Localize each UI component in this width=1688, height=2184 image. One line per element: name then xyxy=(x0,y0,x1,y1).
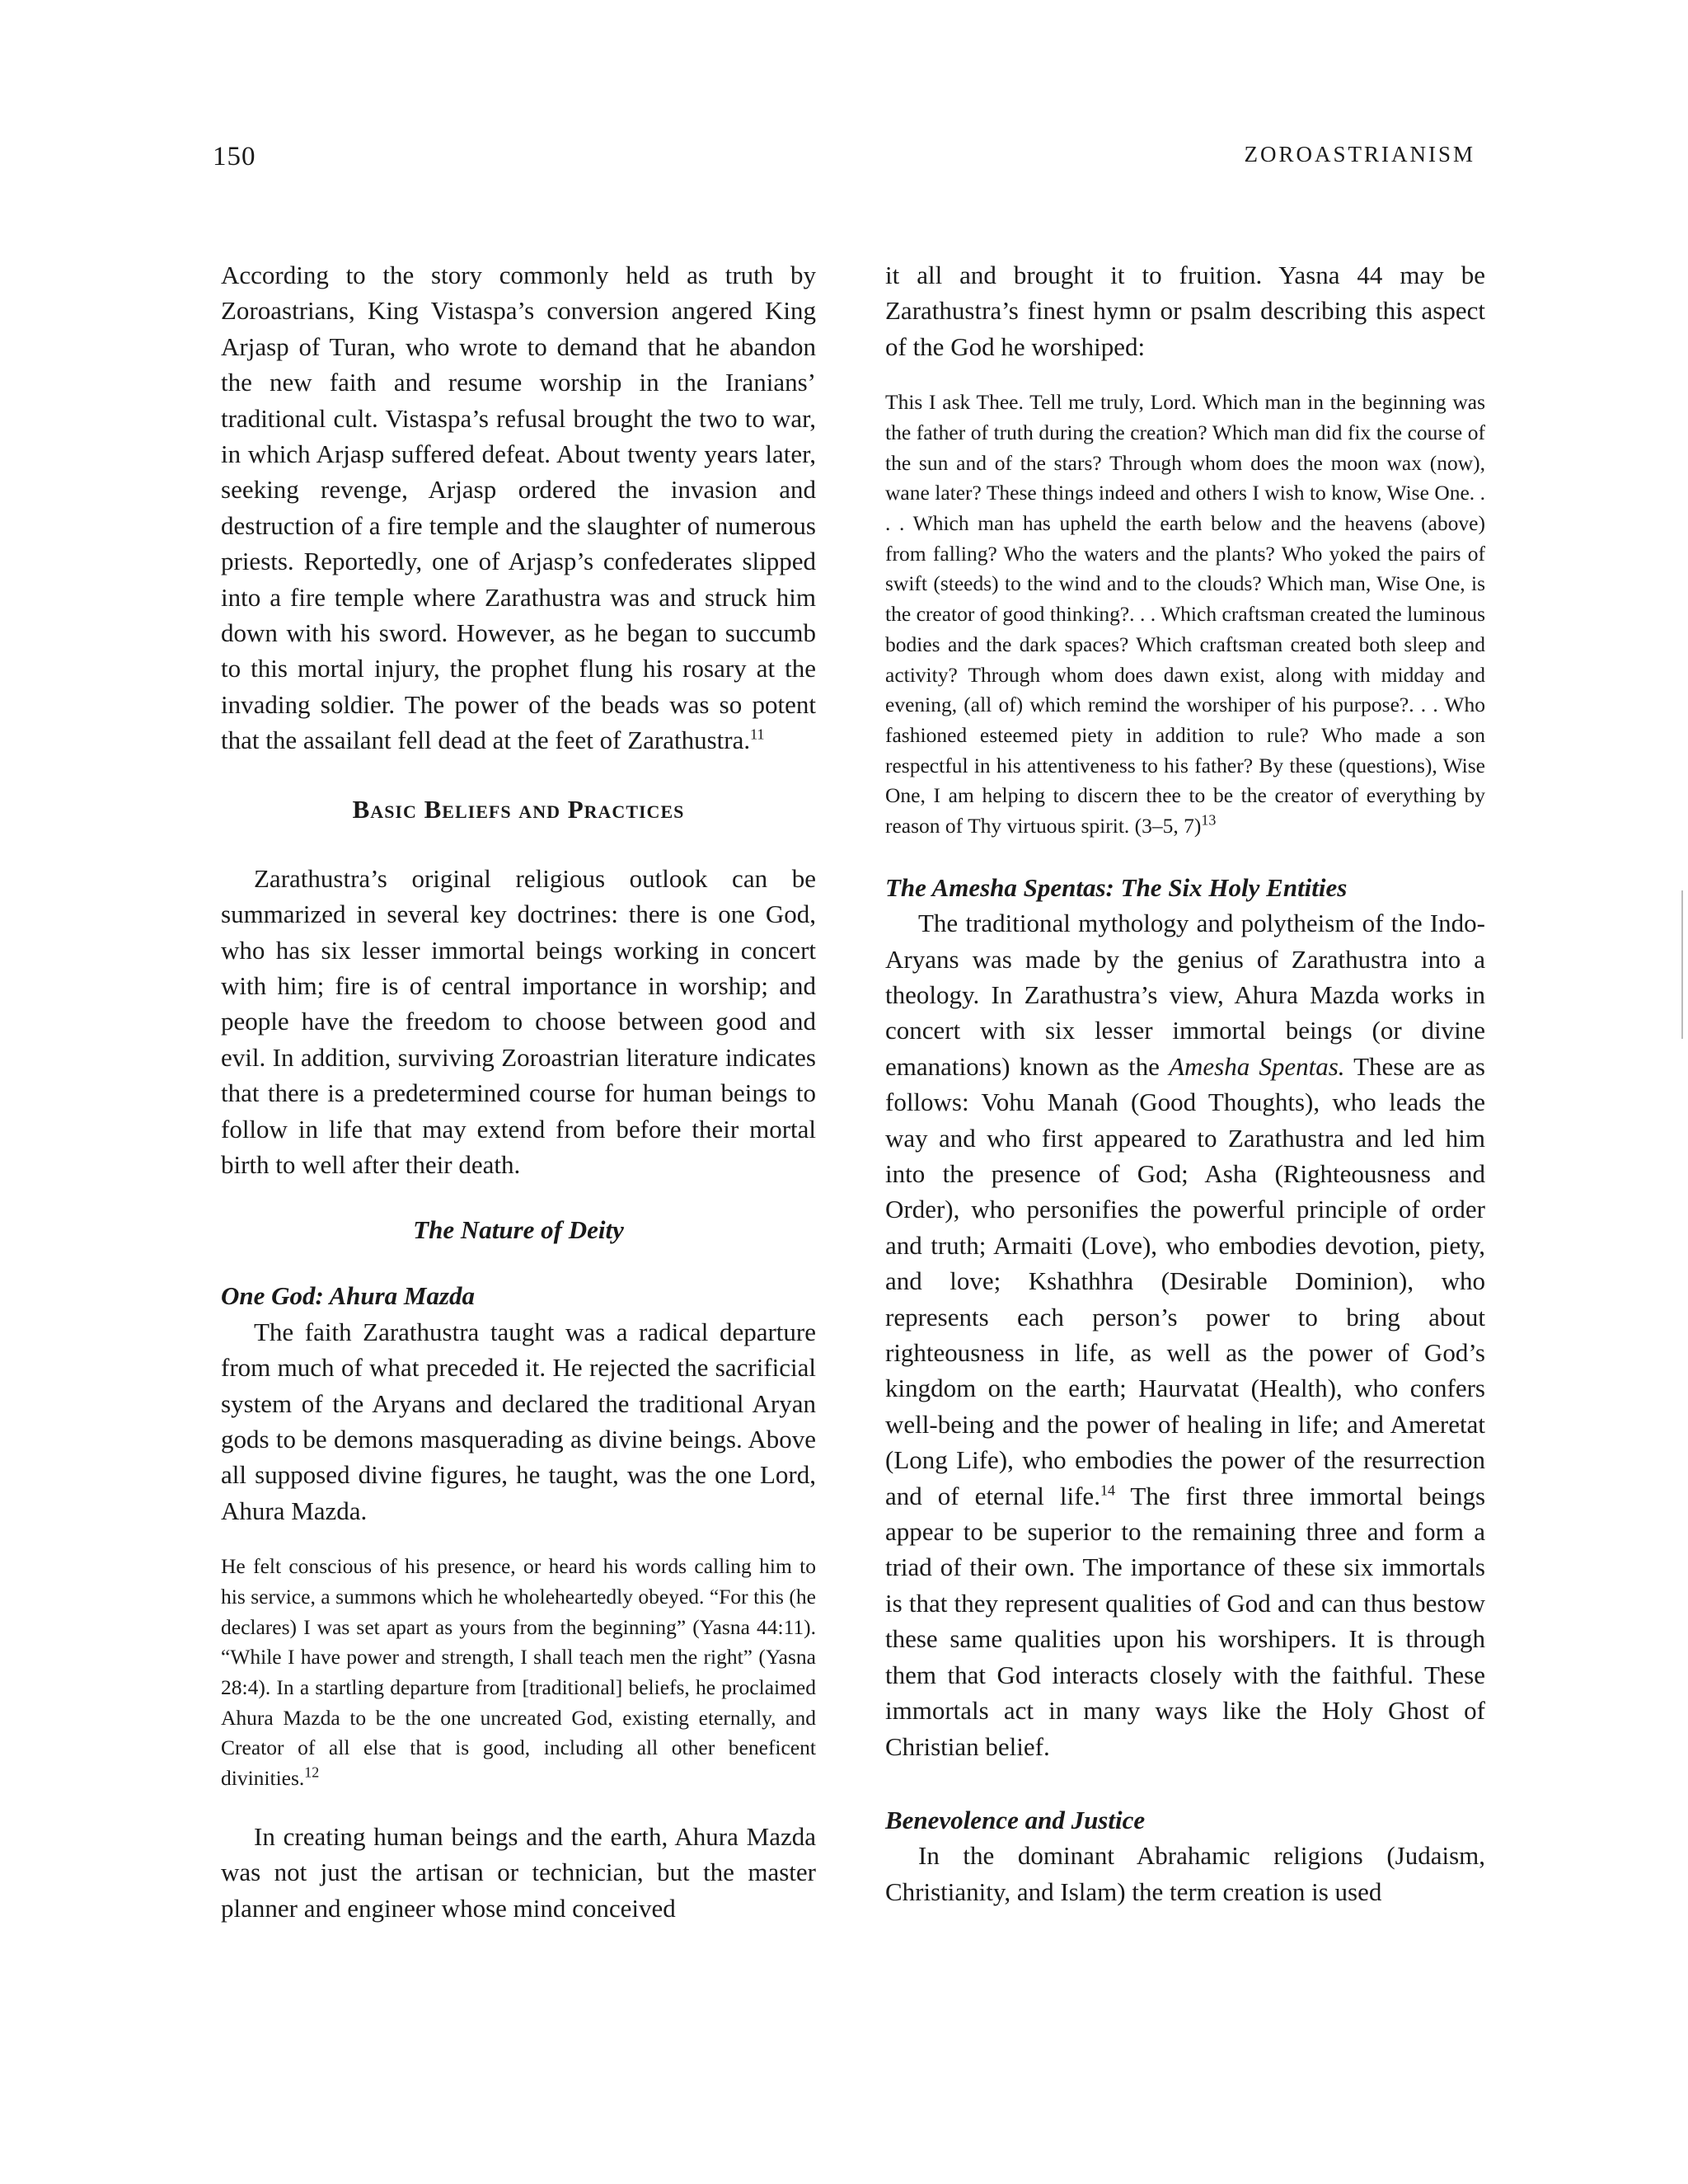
block-quote-summons: He felt conscious of his presence, or heard his words calling him to his service, a summons which he wholeheartedly obeyed. “For this (he declares) I was set apart as yours from the beginning” (Yasna 44:11). “While I have power and strength, I shall teach men the right” (Yasna 28:4). In a startling departure from [traditional] beliefs, he proclaimed Ahura Mazda to be the one uncreated God, existing eternally, and Creator of all else that is good, including all other beneficent divinities.$^{12}$ xyxy=(221,1554,816,1791)
scan-margin-mark xyxy=(1681,890,1683,1039)
paragraph-yasna-44: it all and brought it to fruition. Yasna 44 may be Zarathustra’s finest hymn or psalm describing this aspect of the God he worshiped: xyxy=(885,261,1485,361)
heading-nature-of-deity: The Nature of Deity xyxy=(413,1215,624,1245)
footnote-ref: 14 xyxy=(1100,1482,1115,1499)
running-title: ZOROASTRIANISM xyxy=(1244,142,1475,167)
footnote-ref: 12 xyxy=(304,1764,320,1781)
paragraph-arjasp: According to the story commonly held as truth by Zoroastrians, King Vistaspa’s conversion angered King Arjasp of Turan, who wrote to demand that he abandon the new faith and resume worship in the Iranians’ traditional cult. Vistaspa’s refusal brought the two to war, in which Arjasp suffered defeat. About twenty years later, seeking revenge, Arjasp ordered the invasion and destruction of a fire temple and the slaughter of numerous priests. Reportedly, one of Arjasp’s confederates slipped into a fire temple where Zarathustra was and struck him down with his sword. However, as he began to succumb to this mortal injury, the prophet flung his rosary at the invading soldier. The power of the beads was so potent that the assailant fell dead at the feet of Zarathustra.$^{11}$ xyxy=(221,261,816,755)
right-column xyxy=(885,257,1485,1909)
paragraph-abrahamic-religions: In the dominant Abrahamic religions (Judaism, Christianity, and Islam) the term creation is used xyxy=(885,1841,1485,1906)
paragraph-amesha-spentas: The traditional mythology and polytheism of the Indo-Aryans was made by the genius of Zarathustra into a theology. In Zarathustra’s view, Ahura Mazda works in concert with six lesser immortal beings (or divine emanations) known as the Amesha Spentas. These are as follows: Vohu Manah (Good Thoughts), who leads the way and who first appeared to Zarathustra and led him into the presence of God; Asha (Righteousness and Order), who personifies the powerful principle of order and truth; Armaiti (Love), who embodies devotion, piety, and love; Kshathhra (Desirable Dominion), who represents each person’s power to bring about righteousness in life, as well as the power of God’s kingdom on the earth; Haurvatat (Health), who confers well-being and the power of healing in life; and Ameretat (Long Life), who embodies the power of the resurrection and of eternal life.$^{14}$ The first three immortal beings appear to be superior to the remaining three and form a triad of their own. The importance of these six immortals is that they represent qualities of God and can thus bestow these same qualities upon his worshipers. It is through them that God interacts closely with the faithful. These immortals act in many ways like the Holy Ghost of Christian belief. xyxy=(885,909,1486,1761)
footnote-ref: 11 xyxy=(750,726,765,743)
paragraph-doctrines: Zarathustra’s original religious outlook can be summarized in several key doctrines: there is one God, who has six lesser immortal beings working in concert with him; fire is of central importance in worship; and people have the freedom to choose between good and evil. In addition, surviving Zoroastrian literature indicates that there is a predetermined course for human beings to follow in life that may extend from before their mortal birth to well after their death. xyxy=(221,863,816,1179)
block-quote-yasna: This I ask Thee. Tell me truly, Lord. Which man in the beginning was the father of truth during the creation? Which man did fix the course of the sun and of the stars? Through whom does the moon wax (now), wane later? These things indeed and others I wish to know, Wise One. . . . Which man has upheld the earth below and the heavens (above) from falling? Who the waters and the plants? Who yoked the pairs of swift (steeds) to the wind and to the clouds? Which man, Wise One, is the creator of good thinking?. . . Which craftsman created the luminous bodies and the dark spaces? Which craftsman created both sleep and activity? Through whom does dawn exist, along with midday and evening, (all of) which remind the worshiper of his purpose?. . . Who fashioned esteemed piety in addition to rule? Who made a son respectful in his attentiveness to his father? By these (questions), Wise One, I am helping to discern thee to be the creator of everything by reason of Thy virtuous spirit. (3–5, 7)$^{13}$ xyxy=(885,390,1485,838)
paragraph-creating-human-beings: In creating human beings and the earth, Ahura Mazda was not just the artisan or technician, but the master planner and engineer whose mind conceived xyxy=(221,1821,816,1923)
footnote-ref: 13 xyxy=(1201,811,1217,829)
heading-benevolence-justice: Benevolence and Justice xyxy=(885,1805,1146,1834)
page-number: 150 xyxy=(213,142,256,171)
paragraph-radical-departure: The faith Zarathustra taught was a radical departure from much of what preceded it. He rejected the sacrificial system of the Aryans and declared the traditional Aryan gods to be demons masquerading as divine beings. Above all supposed divine figures, he taught, was the one Lord, Ahura Mazda. xyxy=(221,1317,816,1525)
term-amesha-spentas: Amesha Spentas. xyxy=(1169,1051,1345,1081)
heading-one-god: One God: Ahura Mazda xyxy=(221,1281,476,1311)
running-head xyxy=(213,142,1475,175)
left-column xyxy=(221,257,816,1926)
section-heading-basic-beliefs: Basic Beliefs and Practices xyxy=(352,794,685,824)
heading-amesha-spentas: The Amesha Spentas: The Six Holy Entities xyxy=(885,872,1348,902)
